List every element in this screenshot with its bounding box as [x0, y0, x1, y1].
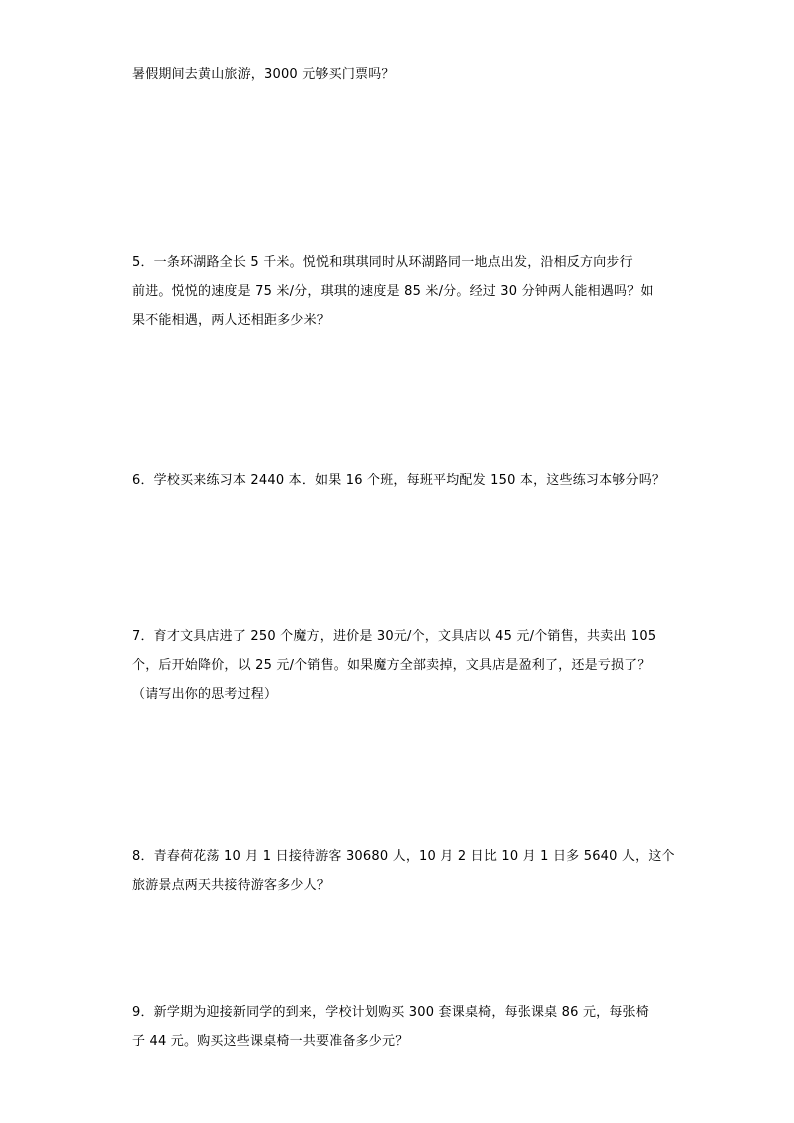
question-line: 旅游景点两天共接待游客多少人？ — [132, 878, 331, 893]
question-9 — [132, 998, 672, 1056]
question-line: 8．青春荷花荡 10 月 1 日接待游客 30680 人，10 月 2 日比 10 月 1 日多 5640 人，这个 — [132, 849, 675, 864]
intro-text — [132, 60, 672, 89]
question-6 — [132, 466, 672, 495]
question-line: 个，后开始降价，以 25 元/个销售。如果魔方全部卖掉，文具店是盈利了，还是亏损了？ — [132, 658, 651, 673]
question-line: 9．新学期为迎接新同学的到来，学校计划购买 300 套课桌椅，每张课桌 86 元，每张椅 — [132, 1005, 649, 1020]
question-5 — [132, 248, 672, 335]
question-8 — [132, 842, 675, 900]
question-line: 子 44 元。购买这些课桌椅一共要准备多少元？ — [132, 1034, 409, 1049]
question-line: 前进。悦悦的速度是 75 米/分，琪琪的速度是 85 米/分。经过 30 分钟两人能相遇吗？如 — [132, 284, 654, 299]
question-7 — [132, 622, 672, 709]
intro-line: 暑假期间去黄山旅游，3000 元够买门票吗？ — [132, 67, 395, 82]
question-line: 6．学校买来练习本 2440 本．如果 16 个班，每班平均配发 150 本，这些练习本够分吗？ — [132, 473, 666, 488]
question-line: 7．育才文具店进了 250 个魔方，进价是 30元/个，文具店以 45 元/个销售，共卖出 105 — [132, 629, 657, 644]
question-line: 果不能相遇，两人还相距多少米？ — [132, 313, 331, 328]
question-line: （请写出你的思考过程） — [132, 687, 278, 702]
question-line: 5．一条环湖路全长 5 千米。悦悦和琪琪同时从环湖路同一地点出发，沿相反方向步行 — [132, 255, 633, 270]
